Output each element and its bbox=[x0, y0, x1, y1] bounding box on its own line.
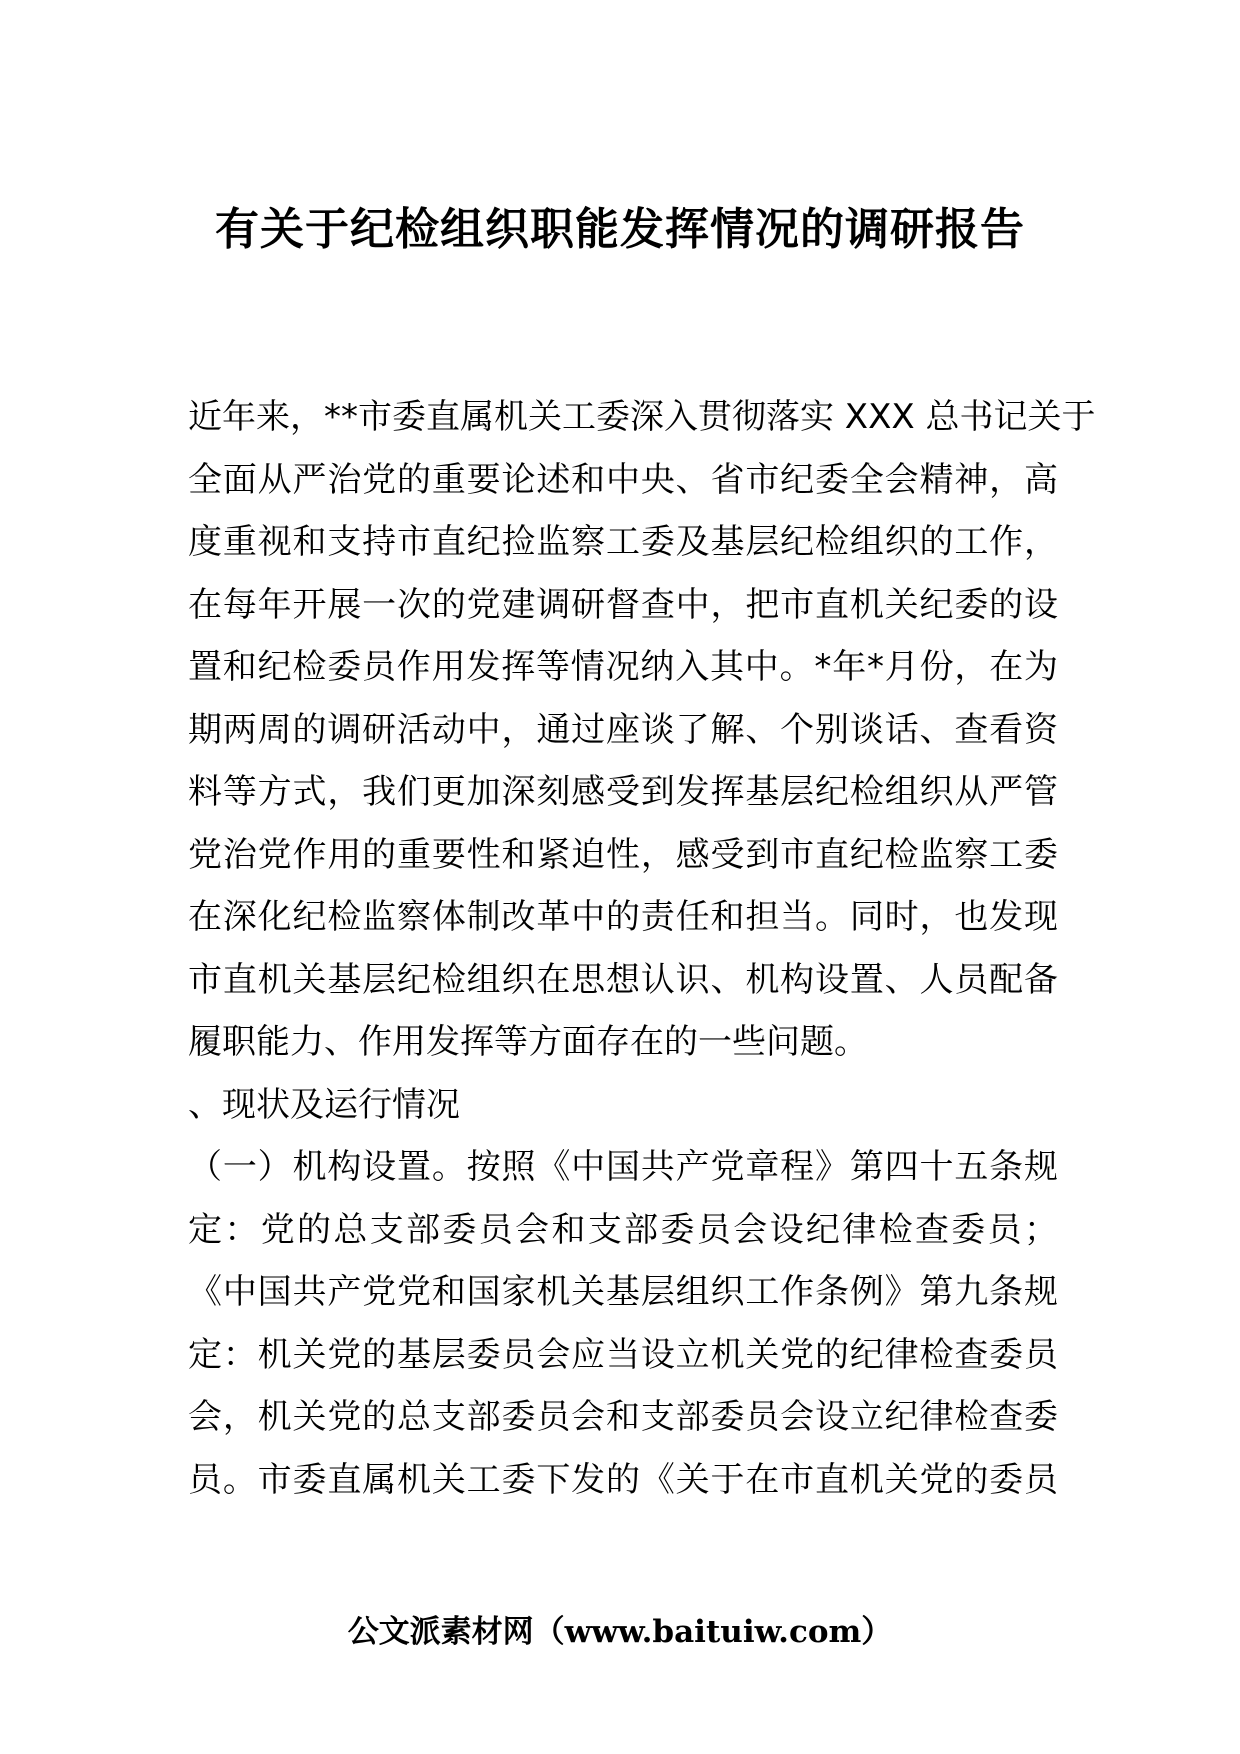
body-line: 履职能力、作用发挥等方面存在的一些问题。 bbox=[188, 1022, 868, 1062]
body-line: 市直机关基层纪检组织在思想认识、机构设置、人员配备 bbox=[188, 959, 1058, 1000]
section-heading: 、现状及运行情况 bbox=[188, 1084, 460, 1125]
body-line: （一）机构设置。按照《中国共产党章程》第四十五条规 bbox=[188, 1147, 1058, 1187]
body-line: 近年来，**市委直属机关工委深入贯彻落实 XXX 总书记关于 bbox=[188, 397, 1096, 437]
body-line: 全面从严治党的重要论述和中央、省市纪委全会精神，高 bbox=[188, 459, 1058, 500]
document-title: 有关于纪检组织职能发挥情况的调研报告 bbox=[215, 204, 1025, 255]
body-line: 党治党作用的重要性和紧迫性，感受到市直纪检监察工委 bbox=[188, 834, 1058, 875]
document-body bbox=[188, 386, 1096, 1511]
body-line: 会，机关党的总支部委员会和支部委员会设立纪律检查委 bbox=[188, 1397, 1058, 1437]
body-line: 《中国共产党党和国家机关基层组织工作条例》第九条规 bbox=[188, 1272, 1058, 1312]
body-line: 定：党的总支部委员会和支部委员会设纪律检查委员； bbox=[188, 1209, 1058, 1250]
body-line: 度重视和支持市直纪捡监察工委及基层纪检组织的工作， bbox=[188, 522, 1058, 562]
footer-source: 公文派素材网（www.baituiw.com） bbox=[347, 1614, 893, 1650]
body-line: 员。市委直属机关工委下发的《关于在市直机关党的委员 bbox=[188, 1459, 1058, 1500]
body-line: 在深化纪检监察体制改革中的责任和担当。同时，也发现 bbox=[188, 897, 1058, 937]
body-line: 料等方式，我们更加深刻感受到发挥基层纪检组织从严管 bbox=[188, 772, 1058, 812]
body-line: 在每年开展一次的党建调研督查中，把市直机关纪委的设 bbox=[188, 584, 1058, 625]
body-line: 定：机关党的基层委员会应当设立机关党的纪律检查委员 bbox=[188, 1334, 1058, 1375]
body-line: 期两周的调研活动中，通过座谈了解、个别谈话、查看资 bbox=[188, 709, 1058, 750]
body-line: 置和纪检委员作用发挥等情况纳入其中。*年*月份，在为 bbox=[188, 647, 1058, 687]
